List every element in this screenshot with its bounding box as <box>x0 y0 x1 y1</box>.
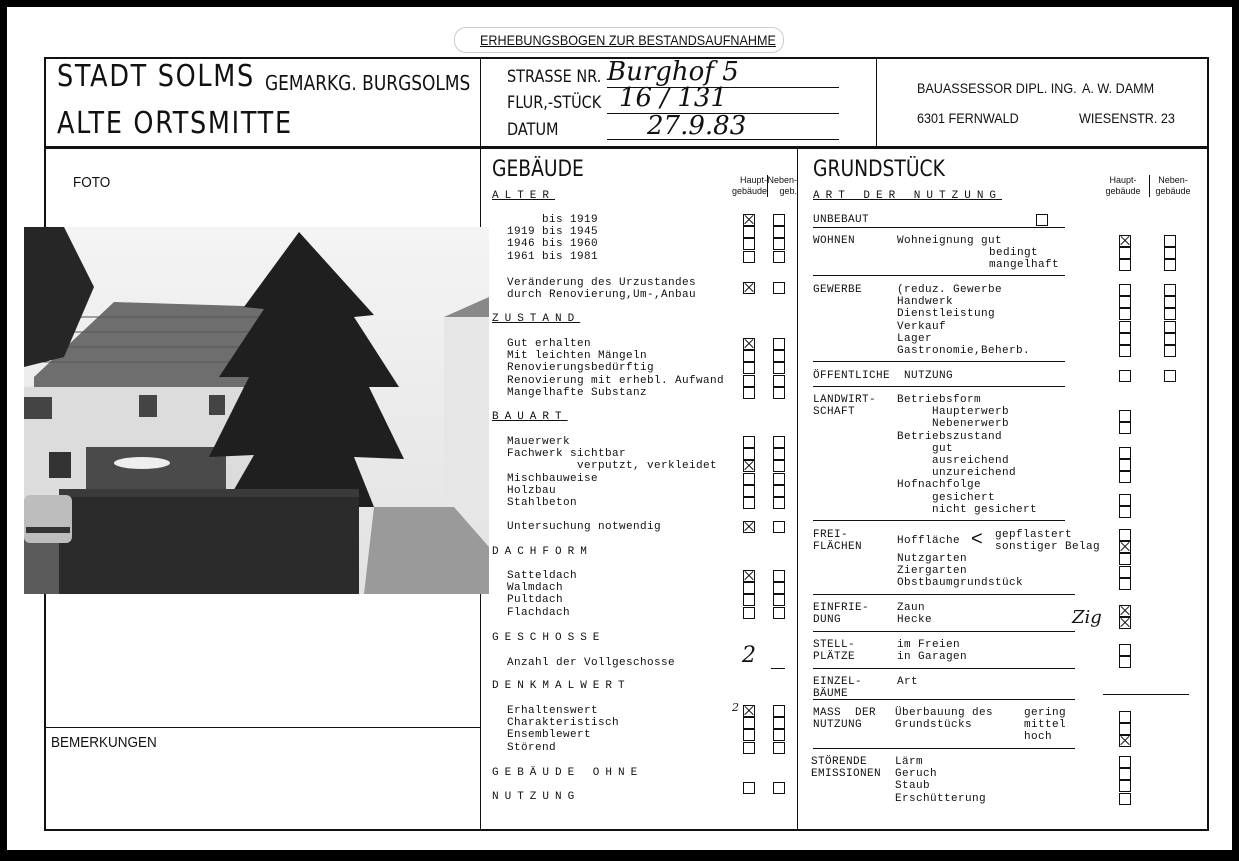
landwirt-list: Betriebsform Haupterwerb Nebenerwerb Betriebszustand gut ausreichend unzureichend Hofnachfolge gesichert nicht gesichert <box>897 394 1038 516</box>
grundstueck-title: GRUNDSTÜCK <box>813 157 945 182</box>
mass-label: MASS DER NUTZUNG <box>813 707 877 732</box>
checkbox[interactable] <box>1119 410 1131 422</box>
checkbox[interactable] <box>773 742 785 754</box>
checkbox[interactable] <box>773 226 785 238</box>
geschosse-label: Anzahl der Vollgeschosse <box>507 657 676 669</box>
checkbox[interactable] <box>743 460 755 472</box>
checkbox[interactable] <box>773 350 785 362</box>
gebaeude-col-haupt: Haupt- gebäude <box>731 175 767 196</box>
checkbox[interactable] <box>1119 296 1131 308</box>
author-title: BAUASSESSOR DIPL. ING. <box>917 80 1077 96</box>
dachform-title: DACHFORM <box>492 546 593 558</box>
landwirt-label: LANDWIRT- SCHAFT <box>813 394 877 419</box>
checkbox[interactable] <box>1119 447 1131 459</box>
checkbox[interactable] <box>743 387 755 399</box>
area-name: ALTE ORTSMITTE <box>57 106 293 141</box>
checkbox[interactable] <box>1164 296 1176 308</box>
zustand-list: Gut erhalten Mit leichten Mängeln Renovierungsbedürftig Renovierung mit erhebl. Aufwand Mangelhafte Substanz <box>507 338 725 399</box>
bauart-list: Mauerwerk Fachwerk sichtbar verputzt, verkleidet Mischbauweise Holzbau Stahlbeton <box>507 436 718 510</box>
wohn-mangelhaft: mangelhaft <box>989 259 1060 271</box>
gemarkung: GEMARKG. BURGSOLMS <box>265 71 471 95</box>
checkbox[interactable] <box>743 742 755 754</box>
untersuchung-label: Untersuchung notwendig <box>507 521 662 533</box>
checkbox[interactable] <box>1164 321 1176 333</box>
gebaeude-col-neben: Neben- geb. <box>767 175 797 196</box>
checkbox[interactable] <box>743 238 755 250</box>
checkbox[interactable] <box>1119 617 1131 629</box>
checkbox[interactable] <box>743 497 755 509</box>
author-name: A. W. DAMM <box>1082 80 1155 96</box>
checkbox[interactable] <box>773 782 785 794</box>
strasse-value: Burghof 5 <box>607 57 739 87</box>
checkbox[interactable] <box>743 521 755 533</box>
datum-value: 27.9.83 <box>647 111 747 141</box>
checkbox[interactable] <box>743 251 755 263</box>
stell-list: im Freien in Garagen <box>897 639 968 664</box>
survey-sheet <box>7 7 1232 850</box>
checkbox[interactable] <box>743 448 755 460</box>
checkbox[interactable] <box>773 375 785 387</box>
checkbox[interactable] <box>1119 780 1131 792</box>
checkbox[interactable] <box>1164 247 1176 259</box>
author-city: 6301 FERNWALD <box>917 110 1019 126</box>
art-title: ART DER NUTZUNG <box>813 190 1003 202</box>
datum-label: DATUM <box>507 120 559 140</box>
checkbox[interactable] <box>1164 345 1176 357</box>
checkbox[interactable] <box>1164 333 1176 345</box>
ohne-title: GEBÄUDE OHNE <box>492 767 644 779</box>
checkbox[interactable] <box>773 729 785 741</box>
checkbox[interactable] <box>773 238 785 250</box>
checkbox[interactable] <box>1119 284 1131 296</box>
frei-label: FREI- FLÄCHEN <box>813 529 863 554</box>
form-title: ERHEBUNGSBOGEN ZUR BESTANDSAUFNAHME <box>480 32 776 48</box>
foto-label: FOTO <box>73 174 111 191</box>
checkbox[interactable] <box>1119 235 1131 247</box>
checkbox[interactable] <box>743 473 755 485</box>
checkbox[interactable] <box>1164 370 1176 382</box>
checkbox[interactable] <box>773 497 785 509</box>
checkbox[interactable] <box>1119 541 1131 553</box>
checkbox[interactable] <box>773 717 785 729</box>
checkbox[interactable] <box>743 338 755 350</box>
geschosse-title: GESCHOSSE <box>492 632 606 644</box>
checkbox[interactable] <box>743 607 755 619</box>
wohnen-label: WOHNEN <box>813 235 856 247</box>
checkbox[interactable] <box>1119 247 1131 259</box>
checkbox[interactable] <box>773 251 785 263</box>
flur-label: FLUR,-STÜCK <box>507 93 602 113</box>
checkbox[interactable] <box>773 282 785 294</box>
checkbox[interactable] <box>743 717 755 729</box>
denkmal-list: Erhaltenswert Charakteristisch Ensemblewert Störend <box>507 705 620 754</box>
checkbox[interactable] <box>1119 644 1131 656</box>
checkbox[interactable] <box>1119 459 1131 471</box>
checkbox[interactable] <box>1119 259 1131 271</box>
checkbox[interactable] <box>773 448 785 460</box>
checkbox[interactable] <box>743 282 755 294</box>
checkbox[interactable] <box>743 226 755 238</box>
geschosse-value: 2 <box>742 643 756 668</box>
checkbox[interactable] <box>743 214 755 226</box>
bauart-title: BAUART <box>492 411 568 423</box>
brace-icon: < <box>971 528 983 550</box>
flur-value: 16 / 131 <box>619 83 727 113</box>
denkmal-note: 2 <box>732 701 739 714</box>
denkmal-title: DENKMALWERT <box>492 680 631 692</box>
alter-list: bis 1919 1919 bis 1945 1946 bis 1960 1961 bis 1981 <box>507 214 599 263</box>
checkbox[interactable] <box>743 362 755 374</box>
checkbox[interactable] <box>743 375 755 387</box>
checkbox[interactable] <box>743 594 755 606</box>
bemerkungen-label: BEMERKUNGEN <box>51 734 157 751</box>
stoerend-label: STÖRENDE EMISSIONEN <box>811 756 882 781</box>
checkbox[interactable] <box>1119 605 1131 617</box>
checkbox[interactable] <box>1119 723 1131 735</box>
checkbox[interactable] <box>773 460 785 472</box>
checkbox[interactable] <box>1036 214 1048 226</box>
checkbox[interactable] <box>743 705 755 717</box>
checkbox[interactable] <box>743 350 755 362</box>
checkbox[interactable] <box>1119 553 1131 565</box>
checkbox[interactable] <box>1119 370 1131 382</box>
checkbox[interactable] <box>773 338 785 350</box>
checkbox[interactable] <box>1119 321 1131 333</box>
author-street: WIESENSTR. 23 <box>1079 110 1175 126</box>
mass-item: Überbauung des Grundstücks <box>895 707 994 732</box>
checkbox[interactable] <box>743 570 755 582</box>
checkbox[interactable] <box>1119 333 1131 345</box>
checkbox[interactable] <box>1119 422 1131 434</box>
checkbox[interactable] <box>1119 506 1131 518</box>
veraenderung: Veränderung des Urzustandes durch Renovierung,Um-,Anbau <box>507 277 697 302</box>
checkbox[interactable] <box>773 485 785 497</box>
building-photo <box>24 227 489 594</box>
sonstiger-belag: sonstiger Belag <box>995 541 1101 553</box>
zustand-title: ZUSTAND <box>492 313 581 325</box>
grundstueck-col-haupt: Haupt- gebäude <box>1105 175 1141 196</box>
checkbox[interactable] <box>773 387 785 399</box>
checkbox[interactable] <box>773 473 785 485</box>
checkbox[interactable] <box>773 521 785 533</box>
checkbox[interactable] <box>773 607 785 619</box>
city-name: STADT SOLMS <box>57 59 255 94</box>
frei-list: Nutzgarten Ziergarten Obstbaumgrundstück <box>897 553 1024 590</box>
strasse-label: STRASSE NR. <box>507 67 602 87</box>
checkbox[interactable] <box>773 570 785 582</box>
checkbox[interactable] <box>1164 235 1176 247</box>
checkbox[interactable] <box>743 436 755 448</box>
checkbox[interactable] <box>1119 756 1131 768</box>
checkbox[interactable] <box>1119 471 1131 483</box>
alter-title: ALTER <box>492 190 556 202</box>
checkbox[interactable] <box>743 729 755 741</box>
stoerend-list: Lärm Geruch Staub Erschütterung <box>895 756 987 805</box>
checkbox[interactable] <box>1119 656 1131 668</box>
unbebaut-label: UNBEBAUT <box>813 214 870 226</box>
checkbox[interactable] <box>773 594 785 606</box>
einfriedung-list: Zaun Hecke <box>897 602 933 627</box>
checkbox[interactable] <box>773 705 785 717</box>
checkbox[interactable] <box>1119 494 1131 506</box>
mass-levels: gering mittel hoch <box>1024 707 1067 744</box>
checkbox[interactable] <box>1119 793 1131 805</box>
gewerbe-list: (reduz. Gewerbe Handwerk Dienstleistung Verkauf Lager Gastronomie,Beherb. <box>897 284 1031 358</box>
dachform-list: Satteldach Walmdach Pultdach Flachdach <box>507 570 578 619</box>
checkbox[interactable] <box>773 436 785 448</box>
checkbox[interactable] <box>1119 345 1131 357</box>
einfriedung-label: EINFRIE- DUNG <box>813 602 870 627</box>
oeffentlich-label: ÖFFENTLICHE NUTZUNG <box>813 370 954 382</box>
checkbox[interactable] <box>773 214 785 226</box>
hofflaeche: Hoffläche <box>897 535 961 547</box>
checkbox[interactable] <box>1164 308 1176 320</box>
einzel-art: Art <box>897 676 919 688</box>
checkbox[interactable] <box>743 582 755 594</box>
checkbox[interactable] <box>1119 711 1131 723</box>
wohn-bedingt: bedingt <box>989 247 1039 259</box>
checkbox[interactable] <box>1164 284 1176 296</box>
checkbox[interactable] <box>1119 768 1131 780</box>
einzel-label: EINZEL- BÄUME <box>813 676 863 701</box>
checkbox[interactable] <box>773 362 785 374</box>
checkbox[interactable] <box>1164 259 1176 271</box>
wohneignung: Wohneignung gut <box>897 235 1003 247</box>
stell-label: STELL- PLÄTZE <box>813 639 856 664</box>
grundstueck-col-neben: Neben- gebäude <box>1155 175 1191 196</box>
einfriedung-note: Zig <box>1072 607 1102 628</box>
checkbox[interactable] <box>1119 529 1131 541</box>
checkbox[interactable] <box>1119 308 1131 320</box>
gewerbe-label: GEWERBE <box>813 284 863 296</box>
gebaeude-title: GEBÄUDE <box>492 157 584 182</box>
checkbox[interactable] <box>773 582 785 594</box>
nutzung-title: NUTZUNG <box>492 791 581 803</box>
checkbox[interactable] <box>743 782 755 794</box>
gepflastert: gepflastert <box>995 529 1073 541</box>
checkbox[interactable] <box>1119 566 1131 578</box>
checkbox[interactable] <box>1119 735 1131 747</box>
checkbox[interactable] <box>743 485 755 497</box>
checkbox[interactable] <box>1119 578 1131 590</box>
